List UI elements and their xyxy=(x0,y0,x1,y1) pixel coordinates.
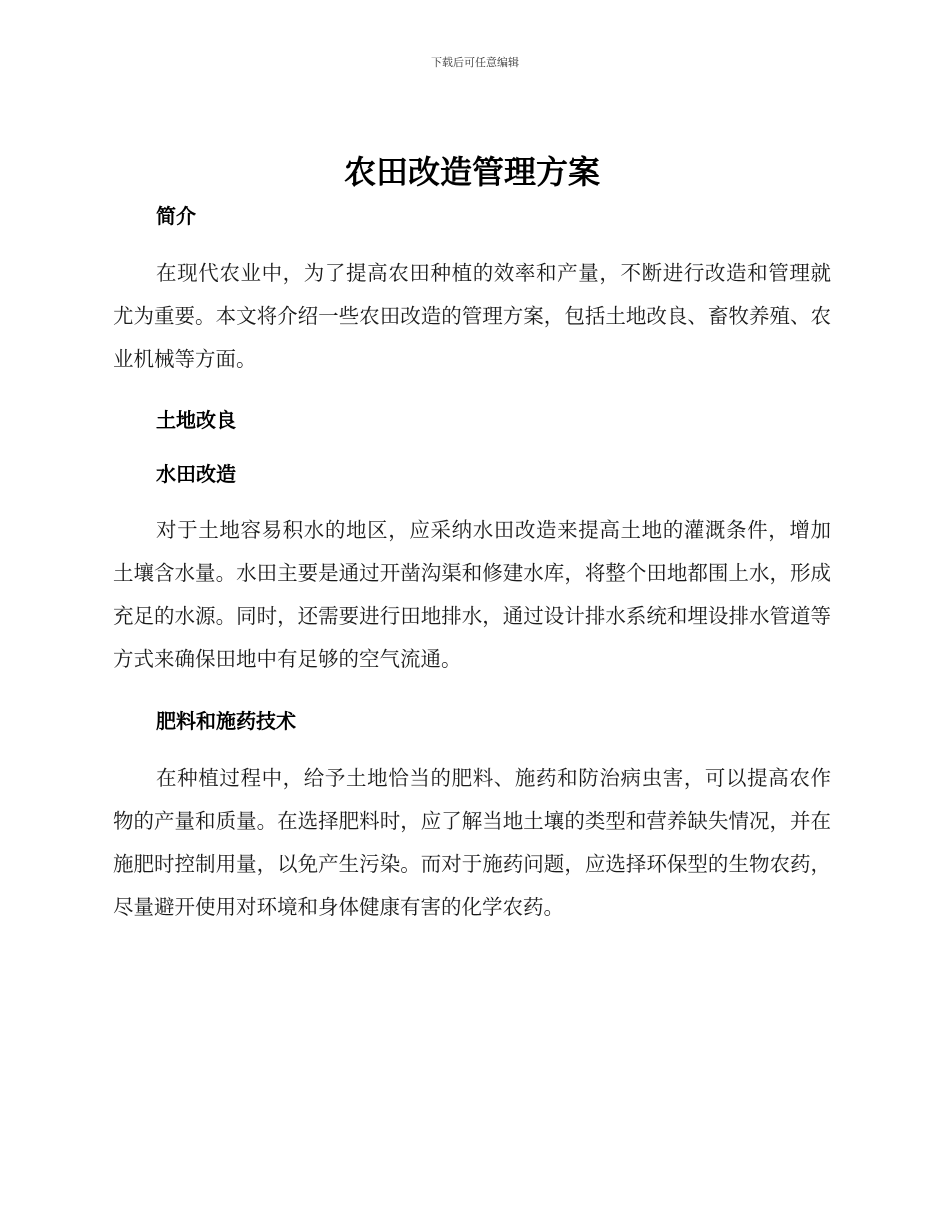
section-heading-paddy-field: 水田改造 xyxy=(156,462,236,486)
paragraph-paddy-field: 对于土地容易积水的地区，应采纳水田改造来提高土地的灌溉条件，增加土壤含水量。水田主要是通过开凿沟渠和修建水库，将整个田地都围上水，形成充足的水源。同时，还需要进行田地排水，通过设计排水系统和埋设排水管道等方式来确保田地中有足够的空气流通。 xyxy=(113,518,831,671)
document-content xyxy=(113,148,831,929)
paragraph-fertilizer: 在种植过程中，给予土地恰当的肥料、施药和防治病虫害，可以提高农作物的产量和质量。在选择肥料时，应了解当地土壤的类型和营养缺失情况，并在施肥时控制用量，以免产生污染。而对于施药问题，应选择环保型的生物农药，尽量避开使用对环境和身体健康有害的化学农药。 xyxy=(113,766,831,919)
paragraph-intro: 在现代农业中，为了提高农田种植的效率和产量，不断进行改造和管理就尤为重要。本文将介绍一些农田改造的管理方案，包括土地改良、畜牧养殖、农业机械等方面。 xyxy=(113,261,831,371)
section-heading-land-improvement: 土地改良 xyxy=(156,408,236,432)
section-heading-intro: 简介 xyxy=(156,204,196,228)
document-title: 农田改造管理方案 xyxy=(343,153,600,191)
section-heading-fertilizer: 肥料和施药技术 xyxy=(156,709,296,733)
header-note: 下载后可任意编辑 xyxy=(431,56,519,69)
